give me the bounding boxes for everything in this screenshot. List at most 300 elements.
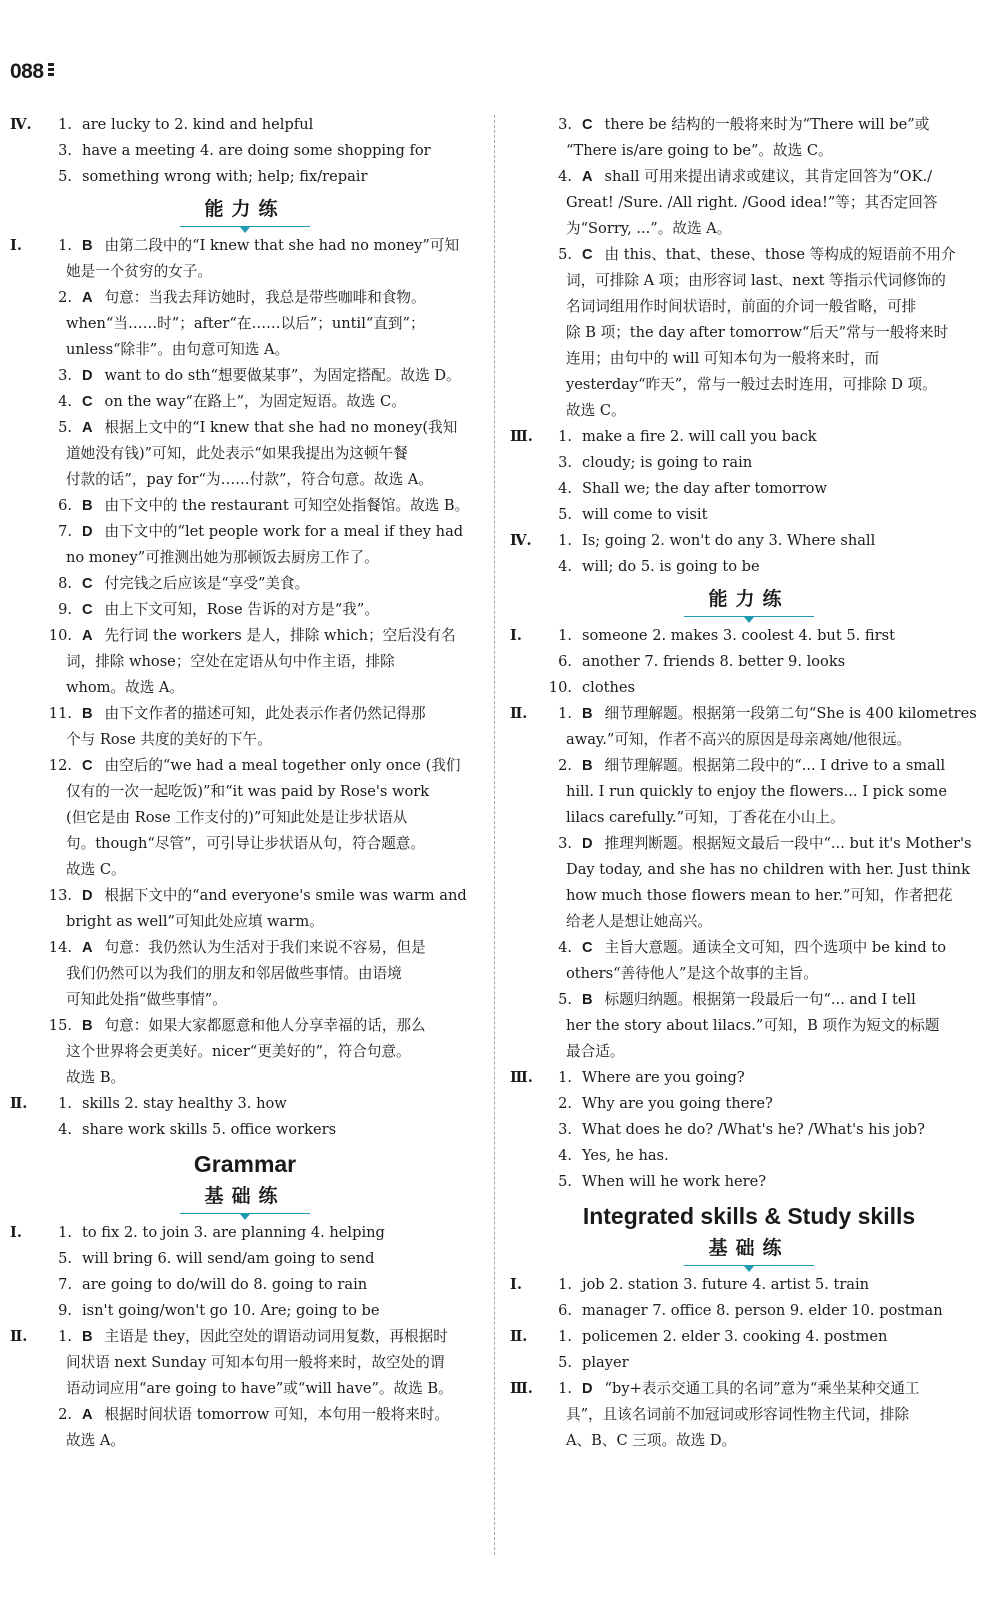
- answer-row: [10, 883, 480, 909]
- answer-row: [10, 1220, 480, 1246]
- answer-explanation: have a meeting 4. are doing some shopping for: [82, 142, 431, 159]
- item-number: 5.: [558, 246, 572, 263]
- item-number: 4.: [558, 558, 572, 575]
- answer-choice: C: [582, 940, 593, 956]
- answer-text: [582, 1350, 988, 1376]
- answer-row: [10, 164, 480, 190]
- answer-text: [582, 1376, 988, 1402]
- answer-choice: A: [582, 169, 593, 185]
- answer-text: [82, 493, 480, 519]
- answer-explanation: 先行词 the workers 是人，排除 which；空后没有名: [104, 627, 456, 644]
- answer-choice: B: [582, 706, 593, 722]
- item-number: 3.: [558, 1121, 572, 1138]
- answer-text: [582, 701, 988, 727]
- answer-explanation: 句意：如果大家都愿意和他人分享幸福的话，那么: [104, 1017, 426, 1034]
- answer-text: [82, 519, 480, 545]
- item-number: 4.: [58, 1121, 72, 1138]
- answer-explanation: there be 结构的一般将来时为“There will be”或: [604, 116, 930, 133]
- answer-explanation: job 2. station 3. future 4. artist 5. train: [582, 1276, 870, 1293]
- section-banner-label: 能力练: [694, 586, 803, 617]
- item-number: 3.: [58, 367, 72, 384]
- answer-explanation: another 7. friends 8. better 9. looks: [582, 653, 846, 670]
- answer-text: [582, 1117, 988, 1143]
- answer-explanation: skills 2. stay healthy 3. how: [82, 1095, 287, 1112]
- section-banner: [510, 1235, 988, 1266]
- answer-row: [510, 1376, 988, 1402]
- answer-choice: A: [82, 290, 93, 306]
- answer-text: [582, 1169, 988, 1195]
- item-number: 5.: [558, 1354, 572, 1371]
- answer-choice: A: [82, 1407, 93, 1423]
- answer-text: [82, 233, 480, 259]
- answer-row: [510, 623, 988, 649]
- answer-explanation: something wrong with; help; fix/repair: [82, 168, 368, 185]
- answer-continuation: 具”，且该名词前不加冠词或形容词性物主代词，排除: [566, 1406, 910, 1423]
- section-numeral: [10, 623, 44, 649]
- answer-text: [82, 112, 480, 138]
- section-numeral: [10, 597, 44, 623]
- answer-explanation: player: [582, 1354, 629, 1371]
- item-number: 1.: [558, 532, 572, 549]
- item-number: 5.: [558, 1173, 572, 1190]
- section-numeral: [10, 138, 44, 164]
- section-numeral: [10, 363, 44, 389]
- answer-continuation: 故选 A。: [66, 1432, 125, 1449]
- answer-row: [510, 1091, 988, 1117]
- answer-choice: C: [582, 117, 593, 133]
- answer-continuation: A、B、C 三项。故选 D。: [566, 1432, 737, 1449]
- answer-choice: A: [82, 628, 93, 644]
- item-number: 1.: [58, 237, 72, 254]
- answer-row: [510, 987, 988, 1013]
- answer-explanation: 根据时间状语 tomorrow 可知，本句用一般将来时。: [104, 1406, 450, 1423]
- answer-explanation: cloudy; is going to rain: [582, 454, 753, 471]
- answer-continuation: 可知此处指“做些事情”。: [66, 991, 227, 1008]
- answer-explanation: on the way“在路上”，为固定短语。故选 C。: [104, 393, 406, 410]
- section-numeral: Ⅱ.: [10, 1095, 28, 1112]
- answer-row: [510, 112, 988, 138]
- section-numeral: [510, 112, 544, 138]
- answer-explanation: make a fire 2. will call you back: [582, 428, 817, 445]
- answer-text: [582, 623, 988, 649]
- item-number: 5.: [58, 168, 72, 185]
- answer-continuation: 为“Sorry, ...”。故选 A。: [566, 220, 732, 237]
- answer-text: [82, 623, 480, 649]
- answer-row: [510, 701, 988, 727]
- section-numeral: [510, 1169, 544, 1195]
- section-numeral: Ⅱ.: [10, 1328, 28, 1345]
- item-number: 2.: [558, 1095, 572, 1112]
- answer-continuation: 除 B 项；the day after tomorrow“后天”常与一般将来时: [566, 324, 949, 341]
- answer-continuation: 词，可排除 A 项；由形容词 last、next 等指示代词修饰的: [566, 272, 946, 289]
- answer-explanation: Yes, he has.: [582, 1147, 669, 1164]
- answer-continuation: 最合适。: [566, 1043, 625, 1060]
- item-number: 4.: [558, 1147, 572, 1164]
- answer-row: [510, 450, 988, 476]
- item-number: 4.: [58, 393, 72, 410]
- section-banner-label: 基础练: [694, 1235, 803, 1266]
- answer-row: [510, 1143, 988, 1169]
- answer-continuation: when“当……时”；after“在……以后”；until“直到”；: [66, 315, 425, 332]
- item-number: 1.: [58, 116, 72, 133]
- item-number: 1.: [558, 1328, 572, 1345]
- answer-explanation: shall 可用来提出请求或建议，其肯定回答为“OK./: [604, 168, 933, 185]
- section-numeral: Ⅰ.: [10, 1224, 22, 1241]
- answer-explanation: 由第二段中的“I knew that she had no money”可知: [104, 237, 460, 254]
- section-numeral: [510, 987, 544, 1013]
- answer-text: [582, 528, 988, 554]
- answer-text: [582, 554, 988, 580]
- item-number: 5.: [558, 506, 572, 523]
- item-number: 9.: [58, 601, 72, 618]
- answer-choice: C: [582, 247, 593, 263]
- answer-text: [82, 1324, 480, 1350]
- answer-row: [510, 476, 988, 502]
- item-number: 1.: [558, 1276, 572, 1293]
- section-numeral: [10, 1402, 44, 1428]
- answer-row: [10, 519, 480, 545]
- answer-continuation: away.”可知，作者不高兴的原因是母亲离她/他很远。: [566, 731, 912, 748]
- answer-text: [82, 753, 480, 779]
- item-number: 8.: [58, 575, 72, 592]
- item-number: 2.: [58, 289, 72, 306]
- item-number: 14.: [48, 939, 72, 956]
- answer-explanation: When will he work here?: [582, 1173, 767, 1190]
- answer-explanation: 由下文作者的描述可知，此处表示作者仍然记得那: [104, 705, 426, 722]
- answer-continuation: lilacs carefully.”可知，丁香花在小山上。: [566, 809, 845, 826]
- answer-row: [10, 1013, 480, 1039]
- answer-choice: A: [82, 940, 93, 956]
- answer-explanation: 由空后的“we had a meal together only once (我们: [104, 757, 461, 774]
- section-numeral: [10, 701, 44, 727]
- answer-continuation: 给老人是想让她高兴。: [566, 913, 712, 930]
- section-numeral: [10, 519, 44, 545]
- answer-continuation: (但它是由 Rose 工作支付的)”可知此处是让步状语从: [66, 809, 408, 826]
- answer-choice: C: [82, 758, 93, 774]
- section-heading: Integrated skills & Study skills: [582, 1203, 916, 1229]
- answer-choice: B: [82, 706, 93, 722]
- answer-row: [10, 285, 480, 311]
- answer-choice: D: [582, 1381, 593, 1397]
- section-numeral: [510, 554, 544, 580]
- answer-continuation: 故选 C。: [566, 402, 626, 419]
- section-numeral: [510, 753, 544, 779]
- item-number: 2.: [558, 757, 572, 774]
- section-numeral: [510, 1350, 544, 1376]
- answer-continuation: Great! /Sure. /All right. /Good idea!”等；其否定回答: [566, 194, 938, 211]
- answer-continuation: 句。though“尽管”，可引导让步状语从句，符合题意。: [66, 835, 425, 852]
- item-number: 3.: [558, 835, 572, 852]
- section-numeral: Ⅲ.: [510, 1380, 533, 1397]
- answer-text: [582, 649, 988, 675]
- answer-choice: B: [582, 758, 593, 774]
- page-number: 088: [10, 60, 54, 84]
- answer-choice: C: [82, 602, 93, 618]
- item-number: 4.: [558, 168, 572, 185]
- answer-row: [10, 1246, 480, 1272]
- section-numeral: [510, 242, 544, 268]
- answer-row: [10, 753, 480, 779]
- section-numeral: [510, 502, 544, 528]
- section-numeral: [510, 1143, 544, 1169]
- answer-explanation: 标题归纳题。根据第一段最后一句“... and I tell: [604, 991, 916, 1008]
- answer-explanation: will come to visit: [582, 506, 708, 523]
- answer-text: [82, 389, 480, 415]
- answer-row: [10, 363, 480, 389]
- answer-continuation: Day today, and she has no children with her. Just think: [566, 861, 970, 878]
- item-number: 1.: [58, 1095, 72, 1112]
- answer-continuation: whom。故选 A。: [66, 679, 185, 696]
- answer-explanation: 付完钱之后应该是“享受”美食。: [104, 575, 310, 592]
- item-number: 3.: [58, 142, 72, 159]
- section-numeral: [10, 753, 44, 779]
- answer-explanation: someone 2. makes 3. coolest 4. but 5. first: [582, 627, 895, 644]
- section-numeral: Ⅲ.: [510, 428, 533, 445]
- answer-explanation: clothes: [582, 679, 636, 696]
- section-numeral: [10, 883, 44, 909]
- answer-text: [82, 1402, 480, 1428]
- item-number: 1.: [58, 1224, 72, 1241]
- answer-text: [582, 1091, 988, 1117]
- answer-row: [510, 554, 988, 580]
- section-numeral: [10, 415, 44, 441]
- answer-continuation: 付款的话”，pay for“为……付款”，符合句意。故选 A。: [66, 471, 433, 488]
- answer-explanation: 句意：当我去拜访她时，我总是带些咖啡和食物。: [104, 289, 426, 306]
- answer-explanation: share work skills 5. office workers: [82, 1121, 337, 1138]
- answer-row: [510, 1298, 988, 1324]
- answer-row: [10, 1402, 480, 1428]
- answer-explanation: 主旨大意题。通读全文可知，四个选项中 be kind to: [604, 939, 947, 956]
- item-number: 4.: [558, 939, 572, 956]
- answer-continuation: 间状语 next Sunday 可知本句用一般将来时，故空处的谓: [66, 1354, 445, 1371]
- answer-row: [10, 571, 480, 597]
- answer-text: [82, 935, 480, 961]
- answer-text: [582, 476, 988, 502]
- section-heading: Grammar: [193, 1151, 297, 1177]
- answer-continuation: 故选 B。: [66, 1069, 126, 1086]
- answer-continuation: bright as well”可知此处应填 warm。: [66, 913, 324, 930]
- answer-explanation: policemen 2. elder 3. cooking 4. postmen: [582, 1328, 888, 1345]
- answer-continuation: 语动词应用“are going to have”或“will have”。故选 B。: [66, 1380, 453, 1397]
- section-banner: [10, 196, 480, 227]
- answer-text: [82, 1272, 480, 1298]
- answer-row: [10, 233, 480, 259]
- answer-row: [510, 1272, 988, 1298]
- section-numeral: [510, 935, 544, 961]
- answer-explanation: to fix 2. to join 3. are planning 4. helping: [82, 1224, 385, 1241]
- answer-row: [10, 1324, 480, 1350]
- answer-row: [510, 424, 988, 450]
- answer-continuation: how much those flowers mean to her.”可知，作者把花: [566, 887, 953, 904]
- answer-row: [10, 1298, 480, 1324]
- answer-explanation: isn't going/won't go 10. Are; going to be: [82, 1302, 380, 1319]
- section-numeral: [510, 476, 544, 502]
- answer-choice: D: [582, 836, 593, 852]
- answer-choice: B: [82, 238, 93, 254]
- answer-choice: B: [82, 1018, 93, 1034]
- answer-continuation: 她是一个贫穷的女子。: [66, 263, 212, 280]
- answer-row: [10, 389, 480, 415]
- answer-choice: C: [82, 394, 93, 410]
- answer-choice: B: [82, 1329, 93, 1345]
- item-number: 1.: [558, 1069, 572, 1086]
- answer-row: [510, 1065, 988, 1091]
- answer-choice: D: [82, 524, 93, 540]
- answer-continuation: hill. I run quickly to enjoy the flowers... I pick some: [566, 783, 948, 800]
- answer-row: [10, 493, 480, 519]
- answer-explanation: are lucky to 2. kind and helpful: [82, 116, 314, 133]
- answer-choice: B: [582, 992, 593, 1008]
- answer-text: [582, 1324, 988, 1350]
- answer-text: [582, 112, 988, 138]
- item-number: 1.: [558, 705, 572, 722]
- answer-explanation: manager 7. office 8. person 9. elder 10. postman: [582, 1302, 943, 1319]
- item-number: 1.: [558, 1380, 572, 1397]
- section-banner-label: 基础练: [190, 1183, 299, 1214]
- answer-text: [82, 883, 480, 909]
- answer-text: [582, 1298, 988, 1324]
- section-numeral: Ⅰ.: [10, 237, 22, 254]
- answer-text: [82, 597, 480, 623]
- item-number: 1.: [558, 428, 572, 445]
- answer-row: [10, 701, 480, 727]
- item-number: 1.: [58, 1328, 72, 1345]
- answer-row: [10, 415, 480, 441]
- answer-explanation: 由下文中的“let people work for a meal if they had: [104, 523, 464, 540]
- item-number: 4.: [558, 480, 572, 497]
- item-number: 10.: [548, 679, 572, 696]
- item-number: 3.: [558, 116, 572, 133]
- section-numeral: Ⅰ.: [510, 627, 522, 644]
- section-numeral: [10, 389, 44, 415]
- item-number: 11.: [48, 705, 72, 722]
- answer-text: [582, 831, 988, 857]
- answer-row: [10, 112, 480, 138]
- section-numeral: [510, 1298, 544, 1324]
- section-numeral: [10, 571, 44, 597]
- item-number: 5.: [58, 419, 72, 436]
- section-numeral: Ⅰ.: [510, 1276, 522, 1293]
- item-number: 7.: [58, 523, 72, 540]
- answer-text: [582, 502, 988, 528]
- item-number: 7.: [58, 1276, 72, 1293]
- answer-explanation: Where are you going?: [582, 1069, 745, 1086]
- section-numeral: Ⅱ.: [510, 1328, 528, 1345]
- answer-row: [510, 1169, 988, 1195]
- section-numeral: [510, 164, 544, 190]
- item-number: 12.: [48, 757, 72, 774]
- answer-continuation: others“善待他人”是这个故事的主旨。: [566, 965, 818, 982]
- answer-explanation: 根据下文中的“and everyone's smile was warm and: [104, 887, 467, 904]
- answer-row: [510, 753, 988, 779]
- section-numeral: [10, 935, 44, 961]
- answer-explanation: are going to do/will do 8. going to rain: [82, 1276, 368, 1293]
- section-numeral: [10, 1246, 44, 1272]
- answer-text: [82, 1298, 480, 1324]
- answer-explanation: 由下文中的 the restaurant 可知空处指餐馆。故选 B。: [104, 497, 470, 514]
- answer-text: [82, 363, 480, 389]
- section-numeral: Ⅱ.: [510, 705, 528, 722]
- answer-text: [582, 164, 988, 190]
- item-number: 2.: [58, 1406, 72, 1423]
- answer-explanation: want to do sth“想要做某事”，为固定搭配。故选 D。: [104, 367, 461, 384]
- section-numeral: [510, 649, 544, 675]
- section-numeral: [10, 493, 44, 519]
- answer-continuation: 连用；由句中的 will 可知本句为一般将来时，而: [566, 350, 880, 367]
- answer-row: [510, 649, 988, 675]
- answer-text: [582, 242, 988, 268]
- answer-continuation: “There is/are going to be”。故选 C。: [566, 142, 833, 159]
- left-column: [10, 112, 480, 1454]
- answer-choice: D: [82, 368, 93, 384]
- answer-continuation: 道她没有钱)”可知，此处表示“如果我提出为这顿午餐: [66, 445, 408, 462]
- answer-row: [510, 242, 988, 268]
- answer-text: [82, 138, 480, 164]
- answer-explanation: 句意：我仍然认为生活对于我们来说不容易，但是: [104, 939, 426, 956]
- answer-explanation: Shall we; the day after tomorrow: [582, 480, 827, 497]
- answer-explanation: 细节理解题。根据第一段第二句“She is 400 kilometres: [604, 705, 977, 722]
- answer-text: [582, 1143, 988, 1169]
- answer-text: [582, 1272, 988, 1298]
- answer-row: [510, 528, 988, 554]
- answer-continuation: 故选 C。: [66, 861, 126, 878]
- answer-explanation: 由 this、that、these、those 等构成的短语前不用介: [604, 246, 956, 263]
- item-number: 15.: [48, 1017, 72, 1034]
- answer-row: [510, 935, 988, 961]
- answer-continuation: 名词词组用作时间状语时，前面的介词一般省略，可排: [566, 298, 917, 315]
- answer-row: [10, 1117, 480, 1143]
- section-numeral: [10, 1013, 44, 1039]
- answer-row: [10, 1091, 480, 1117]
- answer-explanation: will bring 6. will send/am going to send: [82, 1250, 375, 1267]
- section-numeral: [510, 450, 544, 476]
- answer-row: [510, 831, 988, 857]
- answer-explanation: 细节理解题。根据第二段中的“... I drive to a small: [604, 757, 946, 774]
- answer-explanation: 由上下文可知，Rose 告诉的对方是“我”。: [104, 601, 379, 618]
- answer-explanation: What does he do? /What's he? /What's his job?: [582, 1121, 925, 1138]
- answer-explanation: 主语是 they，因此空处的谓语动词用复数，再根据时: [104, 1328, 448, 1345]
- answer-row: [510, 675, 988, 701]
- answer-explanation: 推理判断题。根据短文最后一段中“... but it's Mother's: [604, 835, 972, 852]
- answer-text: [82, 571, 480, 597]
- answer-text: [82, 1220, 480, 1246]
- answer-row: [10, 138, 480, 164]
- answer-choice: B: [82, 498, 93, 514]
- answer-row: [510, 164, 988, 190]
- answer-continuation: her the story about lilacs.”可知，B 项作为短文的标题: [566, 1017, 940, 1034]
- item-number: 3.: [558, 454, 572, 471]
- answer-text: [82, 164, 480, 190]
- answer-continuation: 词，排除 whose；空处在定语从句中作主语，排除: [66, 653, 395, 670]
- answer-continuation: 这个世界将会更美好。nicer“更美好的”，符合句意。: [66, 1043, 411, 1060]
- answer-text: [82, 1013, 480, 1039]
- section-numeral: [10, 164, 44, 190]
- answer-explanation: “by+表示交通工具的名词”意为“乘坐某种交通工: [604, 1380, 920, 1397]
- section-numeral: [510, 831, 544, 857]
- answer-row: [10, 597, 480, 623]
- right-column: [510, 112, 988, 1454]
- section-banner-label: 能力练: [190, 196, 299, 227]
- item-number: 5.: [58, 1250, 72, 1267]
- answer-row: [10, 1272, 480, 1298]
- answer-text: [82, 1091, 480, 1117]
- answer-text: [582, 450, 988, 476]
- answer-explanation: Is; going 2. won't do any 3. Where shall: [582, 532, 876, 549]
- answer-text: [82, 1117, 480, 1143]
- answer-continuation: no money”可推测出她为那顿饭去厨房工作了。: [66, 549, 379, 566]
- answer-text: [582, 675, 988, 701]
- answer-row: [10, 935, 480, 961]
